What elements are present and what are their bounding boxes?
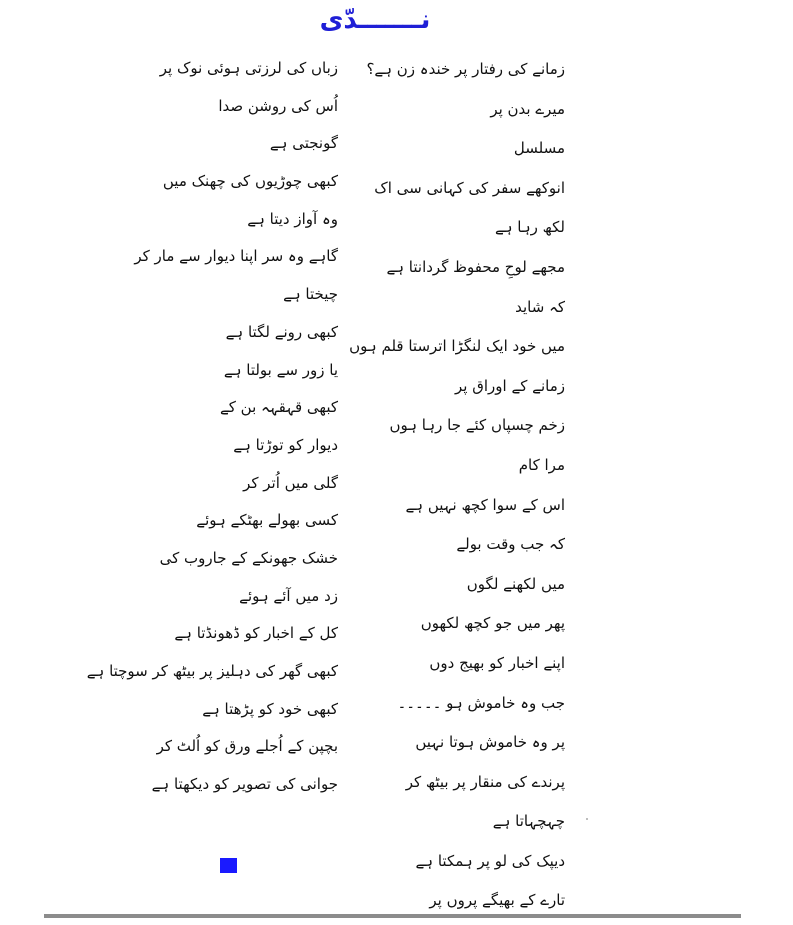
right-column-line: تارے کے بھیگے پروں پر: [429, 891, 565, 910]
left-column-line: زباں کی لرزتی ہوئی نوک پر: [159, 59, 338, 77]
left-column-line: دیوار کو توڑتا ہے: [233, 435, 338, 454]
right-column-line: زمانے کی رفتار پر خندہ زن ہے؟: [366, 60, 565, 78]
left-column-line: گونجتی ہے: [269, 134, 338, 153]
left-column-line: بچپن کے اُجلے ورق کو اُلٹ کر: [156, 737, 338, 756]
left-column-line: چیختا ہے: [283, 285, 338, 304]
right-column-line: مسلسل: [513, 139, 565, 158]
left-column-line: کل کے اخبار کو ڈھونڈتا ہے: [174, 624, 338, 643]
right-column-line: دیپک کی لو پر ہمکتا ہے: [415, 851, 565, 870]
right-column-line: پرندے کی منقار پر بیٹھ کر: [405, 772, 565, 791]
stray-dot: [586, 818, 588, 820]
right-column-line: پر وہ خاموش ہوتا نہیں: [415, 733, 565, 752]
left-column-line: کسی بھولے بھٹکے ہوئے: [196, 511, 338, 530]
left-column-line: کبھی چوڑیوں کی چھنک میں: [162, 172, 338, 191]
blue-square-marker: [220, 858, 237, 873]
right-column-line: کہ جب وقت بولے: [456, 535, 565, 554]
left-column-line: اُس کی روشن صدا: [218, 96, 338, 115]
left-column-line: گلی میں اُتر کر: [243, 473, 338, 492]
poem-column-right: [349, 50, 565, 921]
right-column-line: چہچہاتا ہے: [492, 812, 565, 831]
right-column-line: کہ شاید: [515, 297, 565, 316]
left-column-line: کبھی خود کو پڑھتا ہے: [202, 699, 338, 718]
right-column-line: زمانے کے اوراق پر: [455, 376, 565, 395]
left-column-line: جوانی کی تصویر کو دیکھتا ہے: [151, 775, 338, 794]
right-column-line: زخم چسپاں کئے جا رہا ہوں: [389, 416, 565, 435]
left-column-line: کبھی رونے لگتا ہے: [225, 322, 338, 341]
right-column-line: لکھ رہا ہے: [494, 218, 565, 237]
right-column-line: جب وہ خاموش ہو ۔۔۔۔۔: [397, 693, 565, 712]
footer-rule: [44, 914, 741, 918]
right-column-line: میرے بدن پر: [490, 99, 565, 118]
poem-column-left: [86, 50, 338, 804]
poem-title: نـــــــدّی: [319, 5, 431, 35]
right-column-line: میں خود ایک لنگڑا اترستا قلم ہوں: [349, 337, 565, 356]
left-column-line: گاہے وہ سر اپنا دیوار سے مار کر: [134, 247, 338, 266]
left-column-line: وہ آواز دیتا ہے: [247, 209, 338, 228]
right-column-line: اس کے سوا کچھ نہیں ہے: [405, 495, 565, 514]
left-column-line: زد میں آئے ہوئے: [239, 586, 338, 605]
right-column-line: میں لکھنے لگوں: [466, 574, 565, 593]
left-column-line: خشک جھونکے کے جاروب کی: [159, 548, 338, 567]
left-column-line: کبھی قہقہہ بن کے: [219, 398, 338, 417]
left-column-line: یا زور سے بولتا ہے: [223, 360, 338, 379]
right-column-line: اپنے اخبار کو بھیج دوں: [429, 653, 565, 672]
right-column-line: پھر میں جو کچھ لکھوں: [420, 614, 565, 633]
right-column-line: انوکھے سفر کی کہانی سی اک: [374, 178, 565, 197]
left-column-line: کبھی گھر کی دہلیز پر بیٹھ کر سوچتا ہے: [86, 662, 338, 680]
right-column-line: مجھے لوحِ محفوظ گردانتا ہے: [386, 257, 565, 276]
right-column-line: مرا کام: [518, 455, 565, 474]
